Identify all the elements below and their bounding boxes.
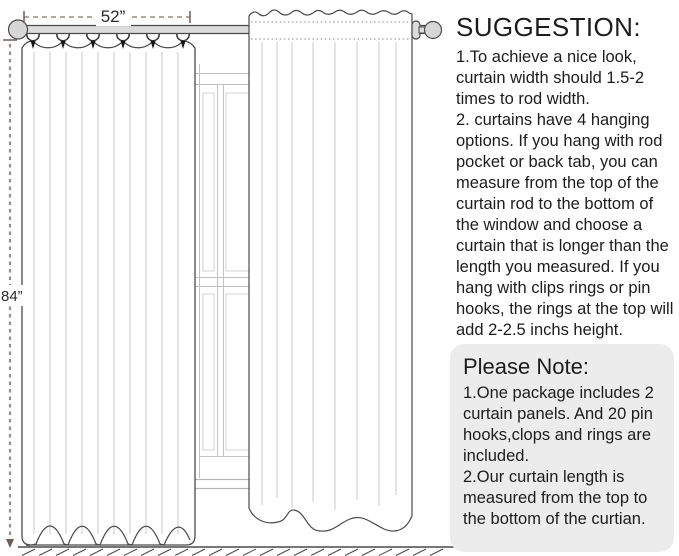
suggestion-item-1: 1.To achieve a nice look, curtain width should 1.5-2 times to rod width. — [456, 48, 645, 108]
left-curtain-panel — [22, 41, 195, 546]
suggestion-item-2: 2. curtains have 4 hanging options. If you hang with rod pocket or back tab, you can measure from the top of the curtain rod to the bottom of the window and choose a curtain that is longer than the length you measured. If you hang with clips rings or pin hooks, the rings at the top will add 2-2.5 inchs height. — [456, 111, 674, 339]
note-box — [450, 344, 674, 552]
curtain-length-label: 84” — [1, 288, 23, 305]
rod-width-label: 52” — [100, 7, 126, 26]
note-item-1: 1.One package includes 2 curtain panels. And 20 pin hooks,clops and rings are included. — [463, 384, 654, 465]
note-heading: Please Note: — [463, 354, 589, 379]
suggestion-section — [456, 8, 677, 341]
suggestion-heading: SUGGESTION: — [456, 12, 641, 42]
right-finial — [412, 21, 442, 39]
note-item-2: 2.Our curtain length is measured from the top to the bottom of the curtian. — [463, 468, 648, 528]
rod-width-measure — [24, 6, 190, 26]
right-curtain-panel — [249, 10, 412, 531]
floor-hatching — [18, 547, 455, 556]
window-frame — [189, 62, 252, 489]
